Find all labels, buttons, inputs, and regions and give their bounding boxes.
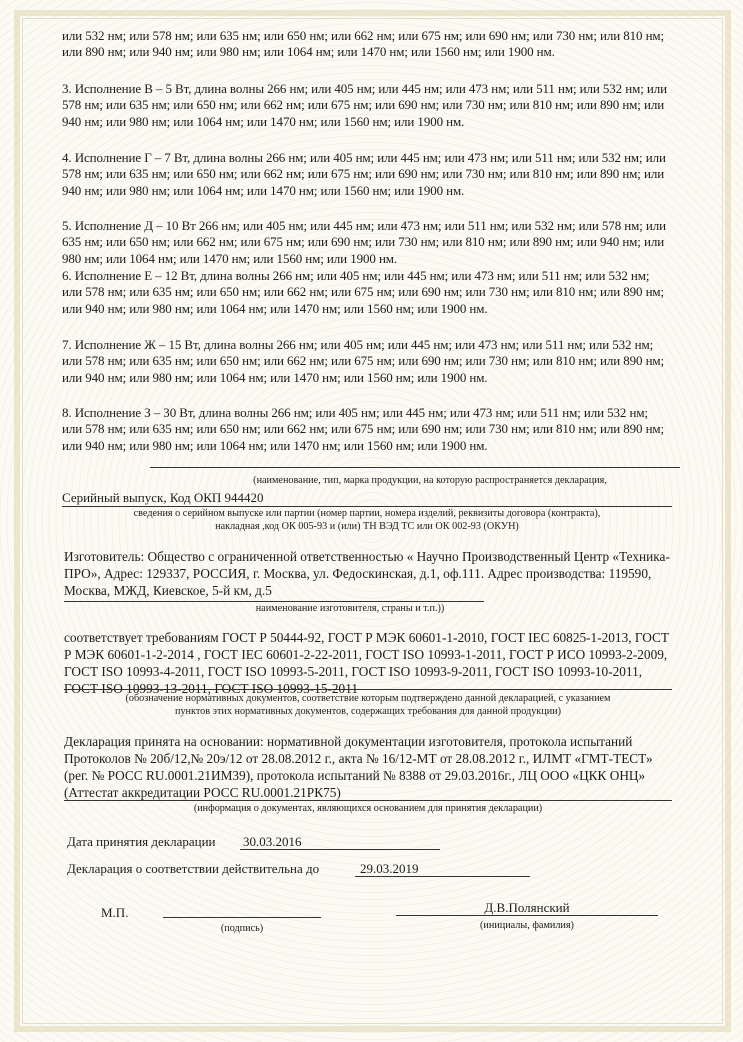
valid-label: Декларация о соответствии действительна до: [67, 861, 320, 876]
date-label: Дата принятия декларации: [67, 834, 216, 849]
item-2-continuation: или 532 нм; или 578 нм; или 635 нм; или 650 нм; или 662 нм; или 675 нм; или 690 нм; или 730 нм; или 810 нм; или 890 нм; или 940 нм; или 980 нм; или 1064 нм; или 1470 нм; или 1560 нм; или 1900 нм.: [62, 28, 665, 60]
stamp-label: М.П.: [101, 905, 129, 920]
serial-value: Серийный выпуск, Код ОКП 944420: [62, 490, 264, 505]
item-3: 3. Исполнение В – 5 Вт, длина волны 266 нм; или 405 нм; или 445 нм; или 473 нм; или 511 нм; или 532 нм; или 578 нм; или 635 нм; или 650 нм; или 662 нм; или 675 нм; или 690 нм; или 730 нм; или 810 нм; или 890 нм; или 940 нм; или 980 нм; или 1064 нм; или 1470 нм; или 1560 нм; или 1900 нм.: [62, 81, 667, 129]
signature-line: [163, 917, 321, 918]
signer-name: Д.В.Полянский: [484, 900, 570, 915]
product-caption: (наименование, тип, марка продукции, на которую распространяется декларация,: [253, 475, 607, 486]
manufacturer-text: Изготовитель: Общество с ограниченной ответственностью « Научно Производственный Центр «Техника-ПРО», Адрес: 129337, РОССИЯ, г. Москва, ул. Федоскинская, д.1, оф.111. Адрес производства: 119590, Москва, МЖД, Киевское, 5-й км, д.5: [64, 549, 670, 598]
item-5: 5. Исполнение Д – 10 Вт 266 нм; или 405 нм; или 445 нм; или 473 нм; или 511 нм; или 532 нм; или 578 нм; или 635 нм; или 650 нм; или 662 нм; или 675 нм; или 690 нм; или 730 нм; или 810 нм; или 890 нм; или 940 нм; или 980 нм; или 1064 нм; или 1470 нм; или 1560 нм; или 1900 нм.: [62, 218, 667, 266]
item-7: 7. Исполнение Ж – 15 Вт, длина волны 266 нм; или 405 нм; или 445 нм; или 473 нм; или 511 нм; или 532 нм; или 578 нм; или 635 нм; или 650 нм; или 662 нм; или 675 нм; или 690 нм; или 730 нм; или 810 нм; или 890 нм; или 940 нм; или 980 нм; или 1064 нм; или 1470 нм; или 1560 нм; или 1900 нм.: [62, 337, 665, 385]
standards-text: соответствует требованиям ГОСТ Р 50444-92, ГОСТ Р МЭК 60601-1-2010, ГОСТ IEC 60825-1-2013, ГОСТ Р МЭК 60601-1-2-2014 , ГОСТ IEC 60601-2-22-2011, ГОСТ ISO 10993-1-2011, ГОСТ Р ИСО 10993-2-2009, ГОСТ ISO 10993-4-2011, ГОСТ ISO 10993-5-2011, ГОСТ ISO 10993-9-2011, ГОСТ ISO 10993-10-2011, ГОСТ ISO 10993-13-2011, ГОСТ ISO 10993-15-2011: [64, 630, 669, 696]
manufacturer-caption: наименование изготовителя, страны и т.п.)): [255, 603, 445, 614]
basis-text: Декларация принята на основании: нормативной документации изготовителя, протокола испытаний Протоколов № 20б/12,№ 20э/12 от 28.08.2012 г., акта № 16/12-МТ от 28.08.2012 г., ИЛМТ «ГМТ-ТЕСТ» (рег. № РОСС RU.0001.21ИМ39), протокола испытаний № 8388 от 29.03.2016г., ЛЦ ООО «ЦКК ОНЦ» (Аттестат аккредитации РОСС RU.0001.21РК75): [64, 734, 653, 800]
serial-caption-1: сведения о серийном выпуске или партии (номер партии, номера изделий, реквизиты договора (контракта),: [133, 508, 601, 519]
serial-caption-2: накладная ,код ОК 005-93 и (или) ТН ВЭД ТС или ОК 002-93 (ОКУН): [215, 521, 519, 532]
signer-caption: (инициалы, фамилия): [480, 920, 574, 931]
basis-underline: [64, 800, 672, 801]
item-8: 8. Исполнение З – 30 Вт, длина волны 266 нм; или 405 нм; или 445 нм; или 473 нм; или 511 нм; или 532 нм; или 578 нм; или 635 нм; или 650 нм; или 662 нм; или 675 нм; или 690 нм; или 730 нм; или 810 нм; или 890 нм; или 940 нм; или 980 нм; или 1064 нм; или 1470 нм; или 1560 нм; или 1900 нм.: [62, 405, 665, 453]
item-4: 4. Исполнение Г – 7 Вт, длина волны 266 нм; или 405 нм; или 445 нм; или 473 нм; или 511 нм; или 532 нм; или 578 нм; или 635 нм; или 650 нм; или 662 нм; или 675 нм; или 690 нм; или 730 нм; или 810 нм; или 890 нм; или 940 нм; или 980 нм; или 1064 нм; или 1470 нм; или 1560 нм; или 1900 нм.: [62, 150, 666, 198]
item-8-underline: [150, 467, 680, 468]
signer-line: [396, 915, 658, 916]
standards-underline: [64, 689, 672, 690]
valid-underline: [355, 876, 530, 877]
standards-caption-1: (обозначение нормативных документов, соответствие которым подтверждено данной декларацией, с указанием: [125, 693, 611, 704]
date-value: 30.03.2016: [243, 834, 302, 849]
valid-value: 29.03.2019: [360, 861, 419, 876]
basis-caption: (информация о документах, являющихся основанием для принятия декларации): [193, 803, 543, 814]
signature-caption: (подпись): [220, 923, 264, 934]
item-6: 6. Исполнение Е – 12 Вт, длина волны 266 нм; или 405 нм; или 445 нм; или 473 нм; или 511 нм; или 532 нм; или 578 нм; или 635 нм; или 650 нм; или 662 нм; или 675 нм; или 690 нм; или 730 нм; или 810 нм; или 890 нм; или 940 нм; или 980 нм; или 1064 нм; или 1470 нм; или 1560 нм; или 1900 нм.: [62, 268, 665, 316]
date-underline: [240, 849, 440, 850]
standards-caption-2: пунктов этих нормативных документов, содержащих требования для данной продукции): [175, 706, 561, 717]
